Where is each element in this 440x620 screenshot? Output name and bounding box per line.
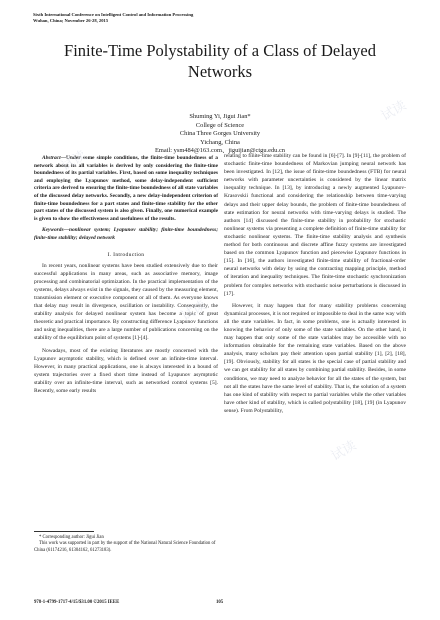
keywords: Keywords—nonlinear system; Lyapunov stability; finite-time boundedness; finite-time stability; delayed network (34, 227, 218, 241)
footnote-funding: This work was supported in part by the support of the National Natural Science Foundation of China (61174216, 61304162, 61273183). (34, 541, 216, 553)
left-column (34, 155, 218, 395)
conference-header (33, 12, 193, 24)
footnotes (34, 535, 218, 554)
right-paragraph-2: However, it may happen that for many stability problems concerning dynamical processes, it is not required or impossible to deal in the same way with all the state variables. In fact, in some problems, one is actually interested in knowing the behavior of only some of the state variables. On the other hand, it may happen that only some of the state variables may be accessible with no information obtainable for the remaining state variables. Based on the above analysis, many scholars pay their attention upon partial stability [1], [2], [18], [19]. Obviously, stability for all states is the special case of partial stability and we can get stability for all states by combining partial stability. Besides, in some conditions, we may need to analyze behavior for all the states of the system, but not all the states have the same level of stability. That is, the solution of a system has one kind of stability with respect to partial variables while the other variables have other kind of stability, which is called polystability [18], [19] (in Lyapunov sense). From Polystability, (224, 302, 406, 414)
section-heading-introduction: I. Introduction (107, 251, 145, 258)
page-number: 105 (216, 600, 224, 605)
conference-name: Sixth International Conference on Intelligent Control and Information Processing (33, 12, 194, 17)
abstract-label: Abstract (42, 155, 61, 161)
paper-title (0, 40, 440, 82)
watermark: 试读 (378, 98, 410, 125)
watermark: 试读 (178, 298, 210, 325)
title-line-1: Finite-Time Polystability of a Class of Delayed (64, 41, 376, 60)
intro-paragraph-1: In recent years, nonlinear systems have been studied extensively due to their successful applications in many areas, such as associative memory, image processing and combinatorial optimization. In the practical implementation of the systems, delays always exist in the signals, they caused by the measuring element, transmission element or executive component or all of them. As everyone knows that delay may result in divergence, oscillation or instability. Consequently, the stability analysis for delayed nonlinear system has become a topic of great theoretic and practical importance. By constructing difference Lyapunov functions and using inequalities, there are a large number of publications concerning on the stability of the equilibrium point of systems [1]-[4]. (34, 262, 218, 342)
isbn-line: 978-1-4799-1717-4/15/$31.00 ©2015 IEEE (34, 600, 120, 605)
footnote-corresponding-author: * Corresponding author: Jigui Jian (39, 535, 104, 540)
conference-location: Wuhan, China; November 26-28, 2015 (33, 18, 109, 24)
author-email: Email: ysm484@163.com、jiguijian@ctgu.edu.cn (155, 147, 285, 155)
title-line-2: Networks (187, 62, 253, 81)
affiliation-university: China Three Gorges University (179, 130, 261, 138)
author-block (0, 113, 440, 156)
affiliation-college: College of Science (195, 121, 245, 129)
watermark: 试读 (58, 148, 90, 175)
intro-paragraph-2: Nowadays, most of the existing literatures are mostly concerned with the Lyapunov asymptotic stability, which is defined over an infinite-time interval. However, in many practical applications, one is always interested in a bound of system trajectories over a fixed short time instead of Lyapunov asymptotic stability over an infinite-time interval, such as networked control systems [5]. Recently, some early results (34, 347, 218, 395)
abstract-text: —Under some simple conditions, the finite-time boundedness of a network about its all variables is derived by only considering the finite-time boundedness of its partial variables. First, based on some inequality techniques and employing the Lyapunov method, some delay-independent sufficient criteria are derived to ensuring the finite-time boundedness of all state variables of the discussed delay networks. Secondly, a new delay-independent criterion of finite-time boundedness for a part states and finite-time stability for the other part states of the discussed system is also given. Finally, one numerical example is given to show the effectiveness and usefulness of the results. (34, 155, 218, 222)
footnote-rule (34, 531, 94, 532)
right-column (224, 152, 406, 415)
author-names: Shuming Yi, Jigui Jian* (189, 113, 251, 120)
affiliation-city: Yichang, China (200, 138, 240, 146)
right-paragraph-1: relating to finite-time stability can be found in [6]-[7]. In [9]-[11], the problem of stochastic finite-time boundedness of Markovian jumping neural network has been investigated. In [12], the issue of finite-time boundedness (FTB) for neural networks with parameter uncertainties is considered by the linear matrix inequality technique. In [13], by introducing a newly augmented Lyapunov-Krasovskii functional and considering the relationship between time-varying delays and their upper delay bounds, the problem of finite-time boundedness of state estimation for neural networks with time-varying delays is studied. The authors [14] discussed the finite-time stability in probability for stochastic nonlinear systems via presenting a complete definition of finite-time stability for stochastic nonlinear systems. The finite-time stability analysis and synthesis method for both continuous and discrete affine fuzzy systems are investigated based on the common Lyapunov function and piecewise Lyapunov functions in [15]. In [16], the authors investigated finite-time stability of fractional-order neural networks with delay by using the contracting mapping principle, method of iteration and inequality techniques. The finite-time stochastic synchronization problem for complex networks with stochastic noise perturbations is discussed in [17]. (224, 153, 406, 297)
watermark: 试读 (328, 438, 360, 465)
